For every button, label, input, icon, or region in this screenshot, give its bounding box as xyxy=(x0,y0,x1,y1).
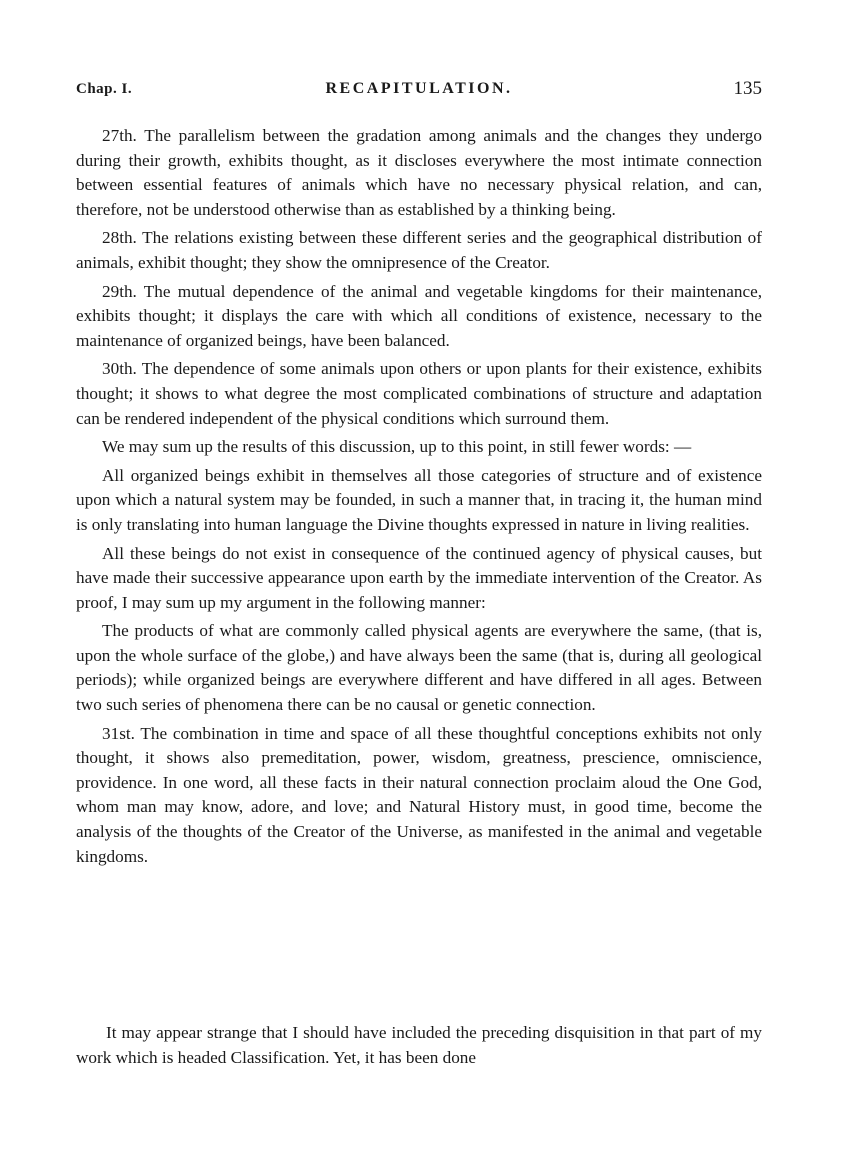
paragraph-27th: 27th. The parallelism between the gradation among animals and the changes they undergo during their growth, exhibits thought, as it discloses everywhere the most intimate connection between essential features of animals which have no necessary physical relation, and can, therefore, not be understood otherwise than as established by a thinking being. xyxy=(76,126,762,219)
running-head xyxy=(76,78,762,102)
paragraph-creator-intervention: All these beings do not exist in consequence of the continued agency of physical causes, but have made their successive appearance upon earth by the immediate intervention of the Creator. As proof, I may sum up my argument in the following manner: xyxy=(76,543,762,612)
paragraph-31st: 31st. The combination in time and space of all these thoughtful conceptions exhibits not only thought, it shows also premeditation, power, wisdom, greatness, prescience, omniscience, providence. In one word, all these facts in their natural connection proclaim aloud the One God, whom man may know, adore, and love; and Natural History must, in good time, become the analysis of the thoughts of the Creator of the Universe, as manifested in the animal and vegetable kingdoms. xyxy=(76,723,762,866)
paragraph-physical-agents: The products of what are commonly called physical agents are everywhere the same, (that is, upon the whole surface of the globe,) and have always been the same (that is, during all geological periods); while organized beings are everywhere different and have differed in all ages. Between two such series of phenomena there can be no causal or genetic connection. xyxy=(76,621,762,715)
page-number: 135 xyxy=(733,78,762,99)
chapter-label: Chap. I. xyxy=(76,81,133,97)
running-title: RECAPITULATION. xyxy=(325,80,513,97)
paragraph-organized-beings: All organized beings exhibit in themselves all those categories of structure and of existence upon which a natural system may be founded, in such a manner that, in tracing it, the human mind is only translating into human language the Divine thoughts expressed in nature in living realities. xyxy=(76,465,762,534)
paragraph-30th: 30th. The dependence of some animals upon others or upon plants for their existence, exhibits thought; it shows to what degree the most complicated combinations of structure and adaptation can be rendered independent of the physical conditions which surround them. xyxy=(76,359,762,428)
paragraph-28th: 28th. The relations existing between these different series and the geographical distribution of animals, exhibit thought; they show the omnipresence of the Creator. xyxy=(76,228,762,272)
paragraph-summary-intro: We may sum up the results of this discussion, up to this point, in still fewer words: — xyxy=(102,437,692,457)
paragraph-closing: It may appear strange that I should have included the preceding disquisition in that part of my work which is headed Classification. Yet, it has been done xyxy=(76,1023,762,1067)
closing-text xyxy=(76,1021,762,1070)
paragraph-29th: 29th. The mutual dependence of the animal and vegetable kingdoms for their maintenance, exhibits thought; it displays the care with which all conditions of existence, necessary to the maintenance of organized beings, have been balanced. xyxy=(76,281,762,350)
body-text xyxy=(76,124,762,869)
